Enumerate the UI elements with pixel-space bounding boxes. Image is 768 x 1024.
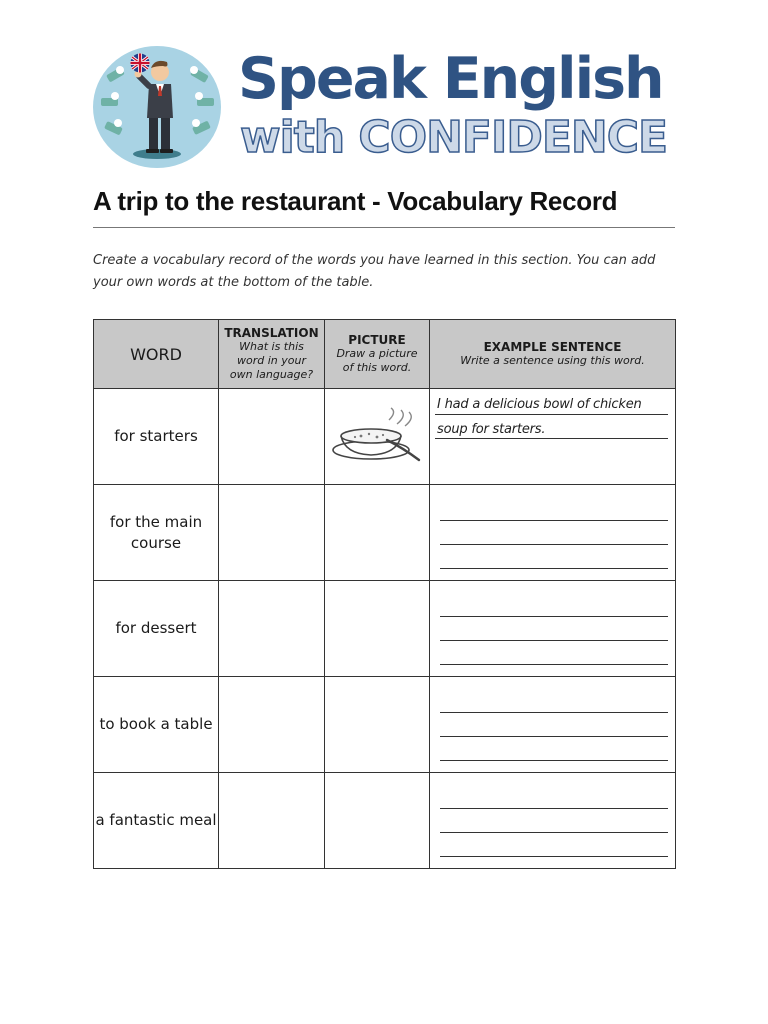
table-row: [94, 485, 676, 581]
presenter-thumbs-up-icon: [93, 46, 221, 168]
write-line: [440, 617, 668, 641]
translation-column-header: TRANSLATION What is this word in your own language?: [219, 320, 325, 389]
write-line: [435, 414, 668, 415]
word-cell: a fantastic meal: [94, 773, 219, 869]
word-cell: for the main course: [94, 485, 219, 581]
intro-text: Create a vocabulary record of the words you have learned in this section. You can add your own words at the bottom of the table.: [93, 253, 656, 290]
example-cell[interactable]: [430, 677, 676, 773]
picture-cell[interactable]: [325, 485, 430, 581]
title-divider: [93, 227, 675, 228]
picture-cell[interactable]: [325, 389, 430, 485]
example-sentence: I had a delicious bowl of chicken soup for starters.: [437, 397, 642, 437]
write-line: [440, 809, 668, 833]
table-header-row: [94, 320, 676, 389]
translation-cell[interactable]: [219, 581, 325, 677]
write-line: [440, 545, 668, 569]
word-cell: for starters: [94, 389, 219, 485]
table-row: [94, 677, 676, 773]
picture-cell[interactable]: [325, 581, 430, 677]
write-line: [440, 688, 668, 713]
write-line: [440, 833, 668, 857]
translation-cell[interactable]: [219, 773, 325, 869]
example-cell[interactable]: [430, 389, 676, 485]
write-line: [440, 641, 668, 665]
word-cell: to book a table: [94, 677, 219, 773]
table-row: [94, 773, 676, 869]
write-line: [440, 521, 668, 545]
write-line: [440, 496, 668, 521]
picture-cell[interactable]: [325, 773, 430, 869]
word-cell: for dessert: [94, 581, 219, 677]
translation-cell[interactable]: [219, 389, 325, 485]
example-cell[interactable]: [430, 581, 676, 677]
example-cell[interactable]: [430, 485, 676, 581]
table-row: [94, 389, 676, 485]
translation-cell[interactable]: [219, 485, 325, 581]
soup-bowl-icon: [331, 406, 423, 468]
example-cell[interactable]: [430, 773, 676, 869]
brand-subtitle: with CONFIDENCE: [240, 112, 668, 163]
write-line: [435, 438, 668, 439]
example-column-header: EXAMPLE SENTENCE Write a sentence using this word.: [430, 320, 676, 389]
table-row: [94, 581, 676, 677]
translation-cell[interactable]: [219, 677, 325, 773]
uk-flag-icon: [130, 53, 150, 73]
picture-cell[interactable]: [325, 677, 430, 773]
write-line: [440, 737, 668, 761]
page-title: A trip to the restaurant - Vocabulary Record: [93, 186, 618, 216]
word-column-header: WORD: [94, 320, 219, 389]
write-line: [440, 713, 668, 737]
picture-column-header: PICTURE Draw a picture of this word.: [325, 320, 430, 389]
vocabulary-table: [93, 319, 676, 869]
write-line: [440, 592, 668, 617]
header: [93, 44, 693, 170]
brand-title: Speak English: [238, 46, 663, 112]
write-line: [440, 784, 668, 809]
